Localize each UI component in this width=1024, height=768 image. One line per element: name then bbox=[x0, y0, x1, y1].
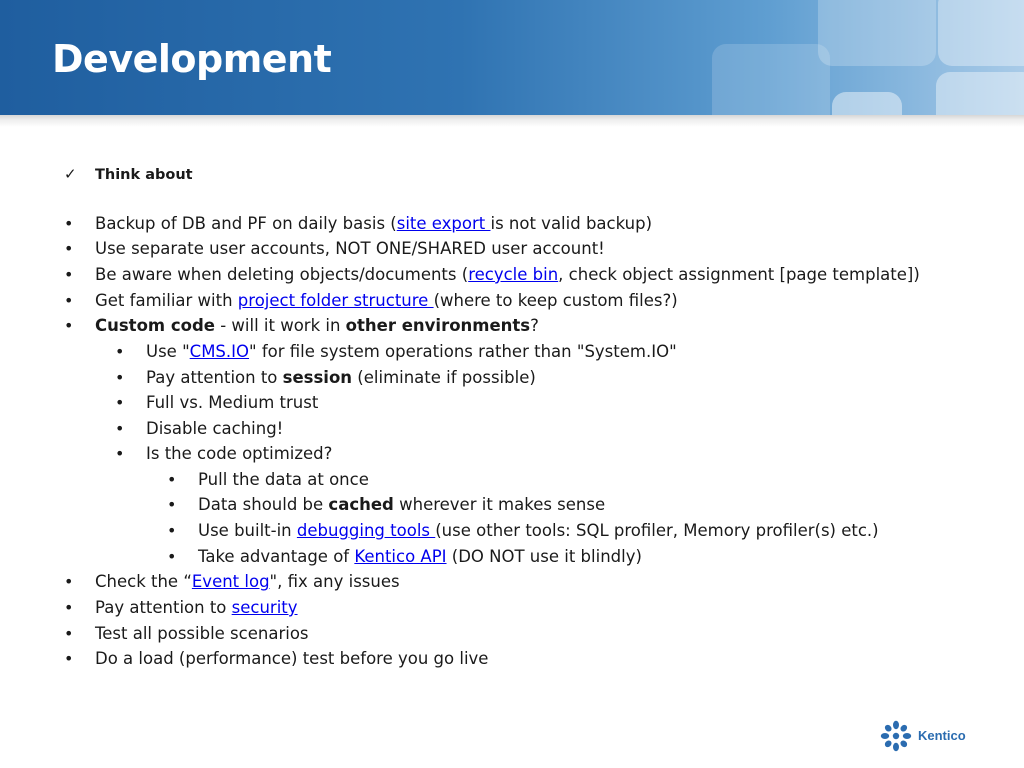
text-segment: Check the “ bbox=[95, 572, 192, 591]
kentico-logo-icon bbox=[878, 718, 914, 754]
bullet-icon: • bbox=[64, 649, 74, 668]
bullet-icon: • bbox=[115, 444, 125, 463]
text-segment: Use built-in bbox=[198, 521, 297, 540]
list-item bbox=[95, 574, 400, 591]
text-segment: Is the code optimized? bbox=[146, 444, 333, 463]
inline-link[interactable]: CMS.IO bbox=[189, 342, 250, 361]
bullet-icon: • bbox=[64, 291, 74, 310]
bullet-icon: • bbox=[167, 470, 177, 489]
list-item bbox=[95, 651, 488, 668]
emphasis-text: session bbox=[282, 368, 353, 387]
bullet-icon: • bbox=[115, 393, 125, 412]
text-segment: (DO NOT use it blindly) bbox=[446, 547, 642, 566]
bullet-icon: • bbox=[64, 624, 74, 643]
inline-link[interactable]: recycle bin bbox=[468, 265, 559, 284]
text-segment: Pull the data at once bbox=[198, 470, 369, 489]
list-item bbox=[146, 395, 318, 412]
inline-link[interactable]: project folder structure bbox=[237, 291, 434, 310]
bullet-icon: • bbox=[64, 214, 74, 233]
list-item bbox=[146, 370, 536, 387]
bullet-icon: • bbox=[64, 265, 74, 284]
header-banner bbox=[0, 0, 1024, 115]
bullet-icon: • bbox=[64, 598, 74, 617]
text-segment: wherever it makes sense bbox=[393, 495, 606, 514]
text-segment: Be aware when deleting objects/documents ( bbox=[95, 265, 469, 284]
logo-text: Kentico bbox=[918, 728, 966, 743]
inline-link[interactable]: security bbox=[231, 598, 298, 617]
list-item bbox=[146, 421, 283, 438]
inline-link[interactable]: Kentico API bbox=[354, 547, 447, 566]
decorative-tile bbox=[712, 44, 830, 115]
text-segment: Data should be bbox=[198, 495, 329, 514]
kentico-logo bbox=[878, 718, 978, 754]
list-item bbox=[95, 267, 920, 284]
text-segment: " for file system operations rather than "System.IO" bbox=[249, 342, 677, 361]
text-segment: Take advantage of bbox=[198, 547, 355, 566]
text-segment: ? bbox=[530, 316, 539, 335]
text-segment: is not valid backup) bbox=[490, 214, 653, 233]
text-segment: Pay attention to bbox=[146, 368, 283, 387]
text-segment: Do a load (performance) test before you go live bbox=[95, 649, 489, 668]
emphasis-text: Custom code bbox=[95, 316, 215, 335]
header-divider bbox=[0, 115, 1024, 127]
bullet-icon: • bbox=[115, 419, 125, 438]
bullet-icon: • bbox=[115, 342, 125, 361]
text-segment: Test all possible scenarios bbox=[95, 624, 309, 643]
list-item bbox=[146, 446, 332, 463]
text-segment: Backup of DB and PF on daily basis ( bbox=[95, 214, 397, 233]
bullet-icon: • bbox=[167, 521, 177, 540]
text-segment: Full vs. Medium trust bbox=[146, 393, 319, 412]
text-segment: Use " bbox=[146, 342, 190, 361]
slide-title: Development bbox=[52, 37, 332, 81]
list-item bbox=[95, 318, 539, 335]
inline-link[interactable]: debugging tools bbox=[296, 521, 436, 540]
text-segment: ", fix any issues bbox=[269, 572, 400, 591]
decorative-tile bbox=[938, 0, 1024, 66]
list-item bbox=[198, 472, 369, 489]
text-segment: - will it work in bbox=[214, 316, 346, 335]
bullet-icon: • bbox=[64, 316, 74, 335]
checkmark-icon: ✓ bbox=[64, 165, 77, 183]
list-item bbox=[95, 600, 298, 617]
inline-link[interactable]: site export bbox=[396, 214, 491, 233]
bullet-icon: • bbox=[64, 572, 74, 591]
decorative-tile bbox=[936, 72, 1024, 115]
text-segment: Use separate user accounts, NOT ONE/SHARED user account! bbox=[95, 239, 605, 258]
list-item bbox=[95, 626, 309, 643]
text-segment: Pay attention to bbox=[95, 598, 232, 617]
list-item bbox=[95, 293, 678, 310]
bullet-icon: • bbox=[167, 547, 177, 566]
emphasis-text: other environments bbox=[345, 316, 531, 335]
text-segment: (use other tools: SQL profiler, Memory profiler(s) etc.) bbox=[435, 521, 879, 540]
decorative-tile bbox=[818, 0, 936, 66]
list-item bbox=[198, 549, 642, 566]
text-segment: , check object assignment [page template]) bbox=[558, 265, 920, 284]
list-item bbox=[198, 523, 879, 540]
inline-link[interactable]: Event log bbox=[191, 572, 270, 591]
text-segment: Disable caching! bbox=[146, 419, 284, 438]
decorative-tile bbox=[832, 92, 902, 115]
text-segment: (eliminate if possible) bbox=[352, 368, 536, 387]
list-item bbox=[198, 497, 605, 514]
bullet-icon: • bbox=[167, 495, 177, 514]
bullet-icon: • bbox=[64, 239, 74, 258]
bullet-icon: • bbox=[115, 368, 125, 387]
text-segment: (where to keep custom files?) bbox=[433, 291, 678, 310]
text-segment: Get familiar with bbox=[95, 291, 238, 310]
list-item bbox=[95, 216, 652, 233]
think-about-heading: Think about bbox=[95, 167, 193, 183]
emphasis-text: cached bbox=[328, 495, 394, 514]
list-item bbox=[95, 241, 605, 258]
list-item bbox=[146, 344, 677, 361]
